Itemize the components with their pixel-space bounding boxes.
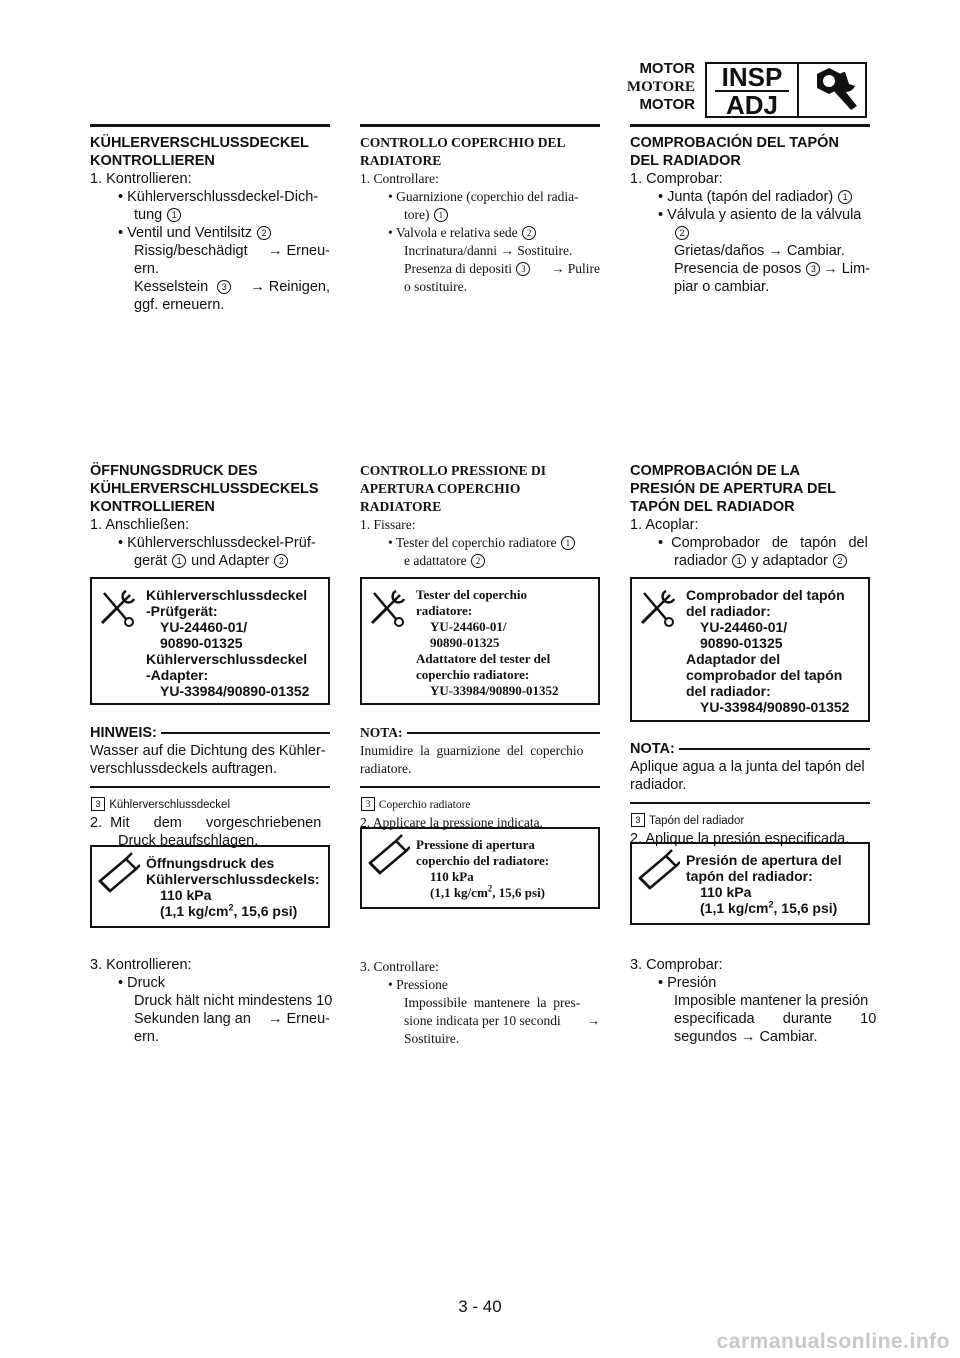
de-s1-title-2: KONTROLLIEREN — [90, 153, 215, 169]
es-s1-result2c: piar o cambiar. — [674, 279, 770, 295]
it-tool-text: Tester del coperchio radiatore: YU-24460-01/ 90890-01325 Adattatore del tester del coperchio radiatore: YU-33984/90890-01352 — [416, 587, 559, 698]
de-legend: 3 Kühlerverschlussdeckel — [90, 796, 330, 814]
de-s3-text2: Sekunden lang an → Erneu- — [134, 1011, 330, 1027]
it-s2-bullet1a: • Tester del coperchio radiatore 1 — [360, 534, 600, 552]
de-s1-result1c: ern. — [134, 261, 159, 277]
es-tool-text: Comprobador del tapón del radiador: YU-24460-01/ 90890-01325 Adaptador del comprobador del tapón del radiador: YU-33984/90890-01352 — [686, 587, 850, 715]
de-note-title: HINWEIS: — [90, 724, 330, 742]
it-s2-bullet1b: e adattatore 2 — [360, 552, 600, 570]
de-s1-bullet2: • Ventil und Ventilsitz 2 — [90, 224, 330, 242]
de-section-check-pressure — [90, 956, 333, 1046]
es-tool-box — [630, 577, 870, 722]
it-s3-text1: Impossibile mantenere la pres- — [404, 995, 581, 1010]
es-note-title: NOTA: — [630, 740, 870, 758]
it-note-text-1: Inumidire la guarnizione del coperchio — [360, 743, 584, 758]
it-s1-title-2: RADIATORE — [360, 153, 442, 168]
de-s1-step: 1. Kontrollieren: — [90, 171, 192, 187]
de-s2-step2a: 2. Mit dem vorgeschriebenen — [90, 815, 322, 831]
it-s1-result2c: o sostituire. — [404, 279, 467, 294]
es-s1-step: 1. Comprobar: — [630, 171, 723, 187]
it-note-text-2: radiatore. — [360, 761, 412, 776]
de-s1-result2: Kesselstein 3 → Reinigen, — [134, 279, 330, 295]
es-spec-text: Presión de apertura del tapón del radiador: 110 kPa (1,1 $kg/cm^2$, 15,6 psi) — [686, 852, 842, 916]
de-s2-step2b: Druck beaufschlagen. — [118, 833, 259, 849]
spec-gauge-icon — [636, 848, 680, 894]
de-s3-text3: ern. — [134, 1029, 159, 1045]
es-section-cap-check — [630, 134, 870, 296]
de-s1-result2c: ggf. erneuern. — [134, 297, 225, 313]
es-section-check-pressure — [630, 956, 877, 1046]
insp-adj-badge — [705, 62, 867, 118]
de-spec-text: Öffnungsdruck des Kühlerverschlussdeckels: 110 kPa (1,1 $kg/cm^2$, 15,6 psi) — [146, 855, 320, 919]
es-s1-result1: Grietas/daños → Cambiar. — [674, 243, 845, 259]
ref-1-marker: 1 — [167, 208, 181, 222]
header-rule-it — [360, 124, 600, 127]
de-s3-text1: Druck hält nicht mindestens 10 — [134, 993, 333, 1009]
es-s2-step2: 2. Aplique la presión especificada. — [630, 831, 850, 847]
de-s2-title-3: KONTROLLIEREN — [90, 499, 215, 515]
header-rule-es — [630, 124, 870, 127]
it-s3-text2: sione indicata per 10 secondi → — [404, 1013, 600, 1028]
de-s1-bullet1a: • Kühlerverschlussdeckel-Dich- — [118, 189, 319, 205]
es-spec-box — [630, 842, 870, 925]
es-s1-bullet2: • Válvula y asiento de la válvula — [658, 207, 862, 223]
de-note-text-2: verschlussdeckels auftragen. — [90, 761, 277, 777]
de-tool-text: Kühlerverschlussdeckel -Prüfgerät: YU-24460-01/ 90890-01325 Kühlerverschlussdeckel -Adapter: YU-33984/90890-01352 — [146, 587, 310, 699]
es-note-text-2: radiador. — [630, 777, 687, 793]
it-s2-step: 1. Fissare: — [360, 517, 416, 532]
badge-text — [707, 62, 799, 120]
es-s1-title-1: COMPROBACIÓN DEL TAPÓN — [630, 135, 839, 151]
ref-2-marker: 2 — [257, 226, 271, 240]
de-spec-box — [90, 845, 330, 928]
es-s3-text3: segundos → Cambiar. — [674, 1029, 818, 1045]
it-s3-step: 3. Controllare: — [360, 959, 439, 974]
de-s2-bullet1a: • Kühlerverschlussdeckel-Prüf- — [118, 535, 316, 551]
es-s3-bullet: • Presión — [658, 975, 717, 991]
header-label-it: MOTORE — [626, 79, 695, 95]
it-spec-box — [360, 827, 600, 909]
it-s2-step2: 2. Applicare la pressione indicata. — [360, 815, 543, 830]
es-s2-title-2: PRESIÓN DE APERTURA DEL — [630, 481, 836, 497]
spec-gauge-icon — [366, 833, 410, 879]
it-section-opening-pressure — [360, 462, 600, 570]
it-s2-title-1: CONTROLLO PRESSIONE DI — [360, 463, 547, 478]
it-note-title: NOTA: — [360, 724, 600, 742]
wrench-nut-icon — [799, 64, 865, 116]
header-section-labels — [600, 60, 695, 114]
de-s1-bullet1b: tung 1 — [90, 206, 330, 224]
es-legend: 3 Tapón del radiador — [630, 812, 870, 830]
spec-gauge-icon — [96, 851, 140, 897]
it-s1-bullet1a: • Guarnizione (coperchio del radia- — [388, 189, 579, 204]
de-s2-title-2: KÜHLERVERSCHLUSSDECKELS — [90, 481, 319, 497]
es-s1-bullet1: • Junta (tapón del radiador) 1 — [630, 188, 870, 206]
de-note — [90, 724, 330, 850]
de-note-text-1: Wasser auf die Dichtung des Kühler- — [90, 743, 326, 759]
de-s2-step: 1. Anschließen: — [90, 517, 190, 533]
es-s1-result2: Presencia de posos 3 → Lim- — [674, 261, 870, 277]
es-s3-text1: Imposible mantener la presión — [674, 993, 869, 1009]
tool-wrench-icon — [636, 583, 680, 629]
de-s3-step: 3. Kontrollieren: — [90, 957, 192, 973]
de-s2-bullet1b: gerät 1 und Adapter 2 — [90, 552, 330, 570]
header-label-es: MOTOR — [639, 96, 695, 113]
badge-insp: INSP — [715, 64, 789, 92]
it-tool-box — [360, 577, 600, 705]
es-s1-title-2: DEL RADIADOR — [630, 153, 741, 169]
it-s1-step: 1. Controllare: — [360, 171, 439, 186]
watermark: carmanualsonline.info — [716, 1330, 950, 1353]
de-s3-bullet: • Druck — [118, 975, 165, 991]
it-s3-text3: Sostituire. — [404, 1031, 460, 1046]
it-s1-title-1: CONTROLLO COPERCHIO DEL — [360, 135, 566, 150]
header-label-de: MOTOR — [639, 60, 695, 77]
es-section-opening-pressure — [630, 462, 870, 570]
es-s2-title-3: TAPÓN DEL RADIADOR — [630, 499, 795, 515]
es-s1-bullet2-ref: 2 — [630, 224, 870, 242]
it-s3-bullet: • Pressione — [388, 977, 448, 992]
es-s3-text2: especificada durante 10 — [674, 1011, 877, 1027]
page-number: 3 - 40 — [458, 1297, 502, 1316]
badge-adj: ADJ — [725, 90, 778, 120]
es-s3-step: 3. Comprobar: — [630, 957, 723, 973]
it-section-check-pressure — [360, 958, 600, 1048]
it-section-cap-check — [360, 134, 600, 296]
it-legend: 3 Coperchio radiatore — [360, 796, 600, 814]
ref-3-marker: 3 — [217, 280, 231, 294]
it-s2-title-2: APERTURA COPERCHIO — [360, 481, 521, 496]
it-s1-result2: Presenza di depositi 3 → Pulire — [404, 261, 600, 276]
tool-wrench-icon — [366, 583, 410, 629]
es-note — [630, 740, 870, 848]
header-rule-de — [90, 124, 330, 127]
es-note-text-1: Aplique agua a la junta del tapón del — [630, 759, 865, 775]
it-s1-bullet2: • Valvola e relativa sede 2 — [360, 224, 600, 242]
es-s2-step: 1. Acoplar: — [630, 517, 699, 533]
de-s2-title-1: ÖFFNUNGSDRUCK DES — [90, 463, 258, 479]
tool-wrench-icon — [96, 583, 140, 629]
de-s1-result1: Rissig/beschädigt → Erneu- — [134, 243, 330, 259]
es-s2-bullet1b: radiador 1 y adaptador 2 — [630, 552, 870, 570]
it-note — [360, 724, 600, 832]
es-s2-title-1: COMPROBACIÓN DE LA — [630, 463, 800, 479]
it-spec-text: Pressione di apertura coperchio del radiatore: 110 kPa (1,1 $kg/cm^2$, 15,6 psi) — [416, 837, 550, 900]
it-s2-title-3: RADIATORE — [360, 499, 442, 514]
de-tool-box — [90, 577, 330, 705]
de-s1-title-1: KÜHLERVERSCHLUSSDECKEL — [90, 135, 309, 151]
es-s2-bullet1a: • Comprobador de tapón del — [658, 535, 868, 551]
de-section-cap-check — [90, 134, 330, 314]
de-section-opening-pressure — [90, 462, 330, 570]
it-s1-result1: Incrinatura/danni → Sostituire. — [404, 243, 573, 258]
it-s1-bullet1b: tore) 1 — [360, 206, 600, 224]
